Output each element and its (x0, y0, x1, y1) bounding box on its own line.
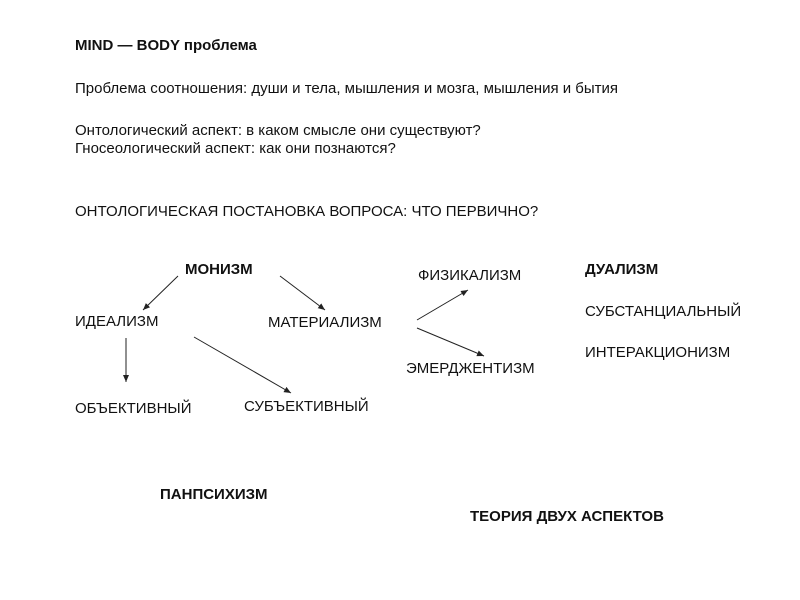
node-subjective: СУБЪЕКТИВНЫЙ (244, 398, 369, 415)
page-title: MIND — BODY проблема (75, 37, 257, 54)
arrow-monism-to-idealism (143, 276, 178, 310)
gnoseological-aspect-text: Гносеологический аспект: как они познаются? (75, 140, 396, 157)
node-emergentism: ЭМЕРДЖЕНТИЗМ (406, 360, 535, 377)
node-dualism: ДУАЛИЗМ (585, 261, 659, 278)
node-objective: ОБЪЕКТИВНЫЙ (75, 400, 192, 417)
node-panpsychism: ПАНПСИХИЗМ (160, 486, 268, 503)
node-idealism: ИДЕАЛИЗМ (75, 313, 159, 330)
node-physicalism: ФИЗИКАЛИЗМ (418, 267, 522, 284)
node-monism: МОНИЗМ (185, 261, 253, 278)
arrow-monism-to-materialism (280, 276, 325, 310)
node-materialism: МАТЕРИАЛИЗМ (268, 314, 382, 331)
ontological-question: ОНТОЛОГИЧЕСКАЯ ПОСТАНОВКА ВОПРОСА: ЧТО ПЕРВИЧНО? (75, 203, 539, 220)
arrow-materialism-to-emergentism (417, 328, 484, 356)
arrow-idealism-to-subjective (194, 337, 291, 393)
node-dual-aspect-theory: ТЕОРИЯ ДВУХ АСПЕКТОВ (470, 508, 664, 525)
node-substantial: СУБСТАНЦИАЛЬНЫЙ (585, 303, 742, 320)
node-interactionism: ИНТЕРАКЦИОНИЗМ (585, 344, 731, 361)
arrow-materialism-to-physicalism (417, 290, 468, 320)
ontological-aspect-text: Онтологический аспект: в каком смысле они существуют? (75, 122, 481, 139)
problem-statement: Проблема соотношения: души и тела, мышления и мозга, мышления и бытия (75, 80, 619, 97)
